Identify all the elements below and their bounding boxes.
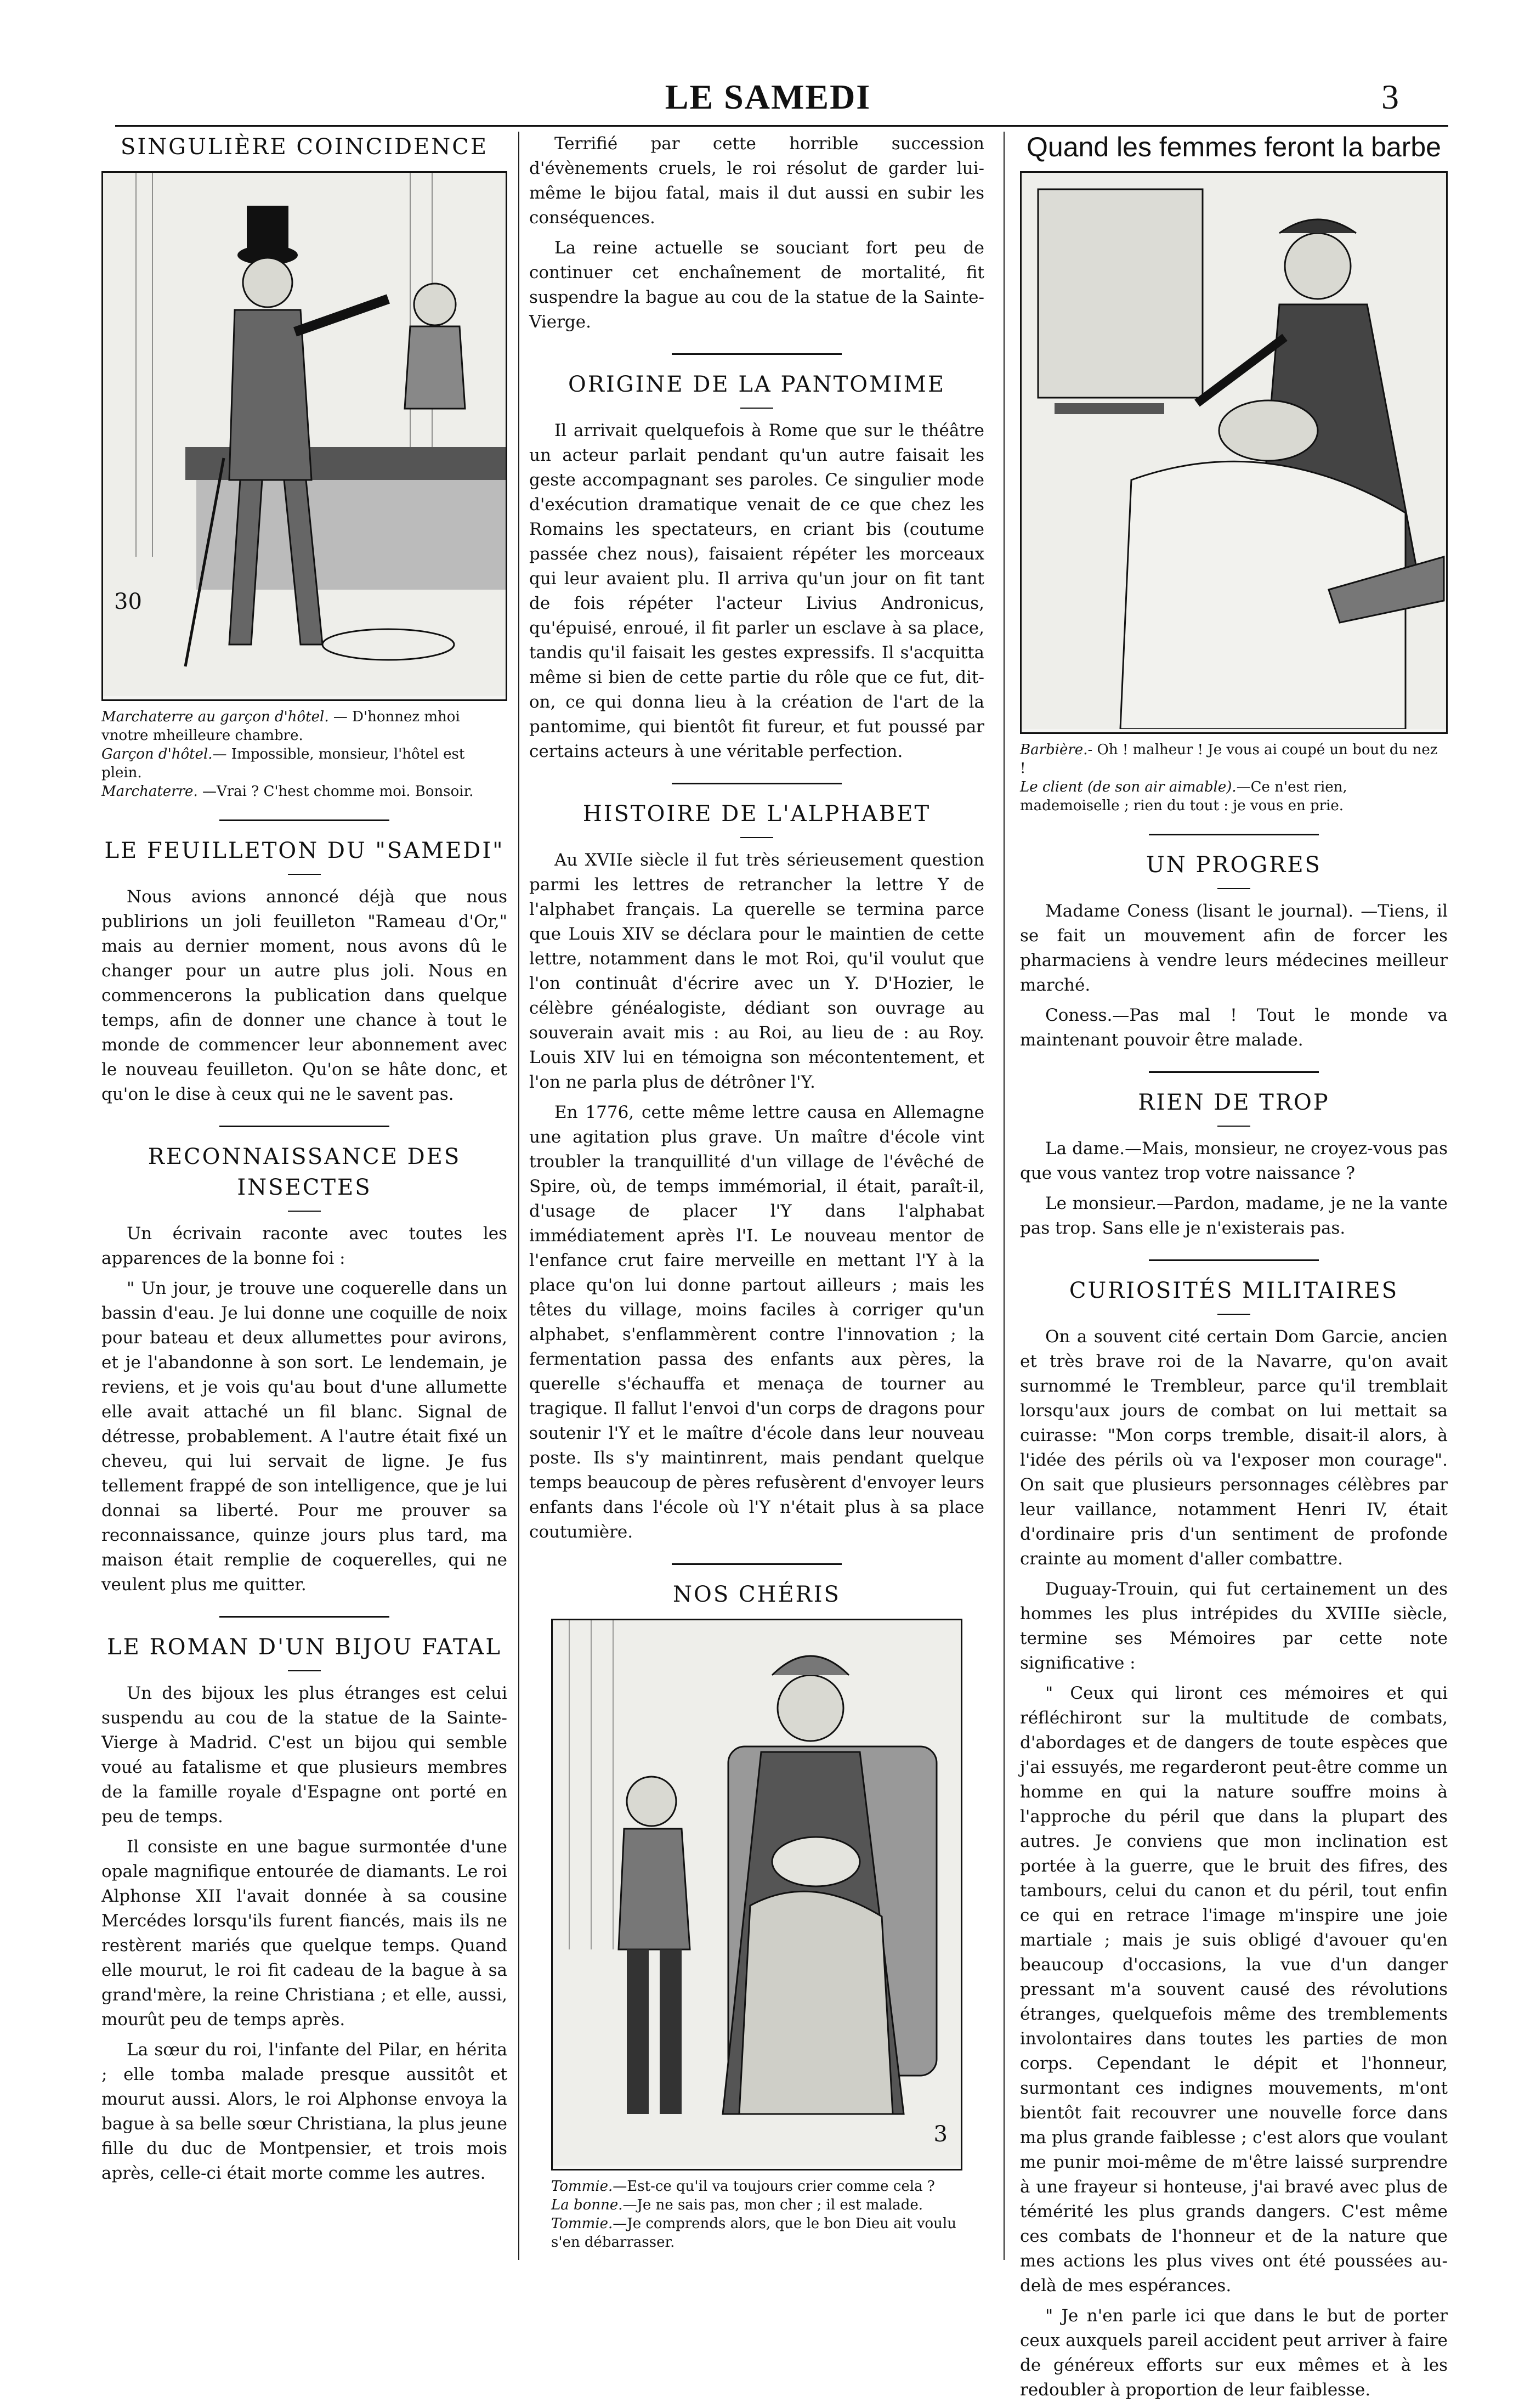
masthead-rule xyxy=(115,125,1448,127)
illustration-barber-scene xyxy=(1020,171,1448,734)
caption-line xyxy=(1020,778,1448,815)
caption-text: - Oh ! malheur ! Je vous ai coupé un bout du nez ! xyxy=(1020,742,1438,777)
article-paragraph: En 1776, cette même lettre causa en Allemagne une agitation plus grave. Un maître d'école vint troubler la tranquillité d'un village de l'évêché de Spire, où, de temps immémorial, il était, paraît-il, d'usage de placer l'Y dans l'alphabat immédiatement après l'I. Le nouveau mentor de l'enfance crut faire merveille en mettant l'Y à la place qu'on lui donne partout ailleurs ; mais les têtes du village, moins faciles à corriger qu'un alphabet, s'enflammèrent contre l'innovation ; la fermentation passa des enfants aux pères, la querelle s'échauffa et menaça de tourner au tragique. Il fallut l'envoi d'un corps de dragons pour soutenir l'Y et le maître d'école dans leur nouveau poste. Ils s'y maintinrent, mais pendant quelque temps beaucoup de pères refusèrent d'envoyer leurs enfants dans l'école où l'Y n'était plus à sa place coutumière. xyxy=(529,1103,984,1542)
article-title: LE FEUILLETON DU "SAMEDI" xyxy=(104,838,505,863)
illustration-caption xyxy=(101,708,507,801)
article-curiosites-militaires xyxy=(1020,1275,1448,2403)
article-title: Quand les femmes feront la barbe xyxy=(1027,132,1441,162)
article-paragraph: " Ceux qui liront ces mémoires et qui réfléchiront sur la multitude de combats, d'abordages et de dangers de toute espèces que j'ai essuyés, me regarderont peut-être comme un homme en qui la nature souffre moins à l'approche du péril que dans la plupart des autres. Je conviens que mon inclination est portée à la guerre, que le bruit des fifres, des tambours, celui du canon et du péril, tout enfin ce qui en retrace l'image m'inspire une joie martiale ; mais je suis obligé d'avouer qu'en beaucoup d'occasions, la vue d'un danger pressant m'a souvent causé des révolutions étranges, quelquefois même des tremblements involontaires dans toutes les parties de mon corps. Cependant le dépit et l'honneur, surmontant ces indignes mouvements, m'ont bientôt fait recouvrer une nouvelle force dans ma plus grande faiblesse ; c'est alors que voulant me punir moi-même de m'être laissé surprendre à une frayeur si honteuse, j'ai bravé avec plus de témérité les plus grands dangers. C'est même ces combats de l'honneur et de la nature que mes actions les plus vives ont été poussées au-delà de mes espérances. xyxy=(1020,1683,1448,2296)
article-rien-de-trop xyxy=(1020,1087,1448,1241)
newspaper-title: LE SAMEDI xyxy=(665,77,871,116)
article-paragraph: Au XVIIe siècle il fut très sérieusement question parmi les lettres de retrancher la lettre Y de l'alphabet français. La querelle se termina parce que Louis XIV se déclara pour le maintien de cette lettre, notamment dans le mot Roi, qu'il voulut que l'on continuât d'écrire avec un Y. D'Hozier, le célèbre généalogiste, dédiant son ouvrage au souverain avait mis : au Roi, au lieu de : au Roy. Louis XIV lui en témoigna son mécontentement, et l'on ne parla plus de détrôner l'Y. xyxy=(529,850,984,1092)
illustration-caption xyxy=(1020,741,1448,815)
title-rule xyxy=(1217,888,1250,889)
article-paragraph: Nous avions annoncé déjà que nous publirions un joli feuilleton "Rameau d'Or," mais au dernier moment, nous avons dû le changer pour un autre plus joli. Nous en commencerons la publication dans quelque temps, afin de donner une chance à tout le monde de commencer leur abonnement avec le nouveau feuilleton. Qu'on se hâte donc, et qu'on le dise à ceux qui ne le savent pas. xyxy=(101,887,507,1104)
article-paragraph: Terrifié par cette horrible succession d'évènements cruels, le roi résolut de garder lui-même le bijou fatal, mais il dut aussi en subir les conséquences. xyxy=(529,134,984,228)
article-nos-cheris xyxy=(529,1579,984,2252)
caption-speaker: La bonne. xyxy=(551,2197,623,2213)
caption-text: — D'honnez mhoi vnotre mheilleure chambre. xyxy=(101,709,460,744)
article-title: ORIGINE DE LA PANTOMIME xyxy=(568,372,946,397)
caption-speaker: Marchaterre au garçon d'hôtel. xyxy=(101,709,329,725)
article-feuilleton xyxy=(101,835,507,1107)
title-rule xyxy=(288,1211,321,1212)
section-separator xyxy=(219,1616,389,1618)
article-paragraph: La sœur du roi, l'infante del Pilar, en hérita ; elle tomba malade presque aussitôt et mourut aussi. Alors, le roi Alphonse envoya la bague à sa belle sœur Christiana, la plus jeune fille du duc de Montpensier, et trois mois après, celle-ci était morte comme les autres. xyxy=(101,2040,507,2183)
caption-text: —Ce n'est rien, mademoiselle ; rien du tout : je vous en prie. xyxy=(1020,779,1347,814)
title-rule xyxy=(740,408,773,409)
artist-signature: 30 xyxy=(114,589,142,614)
article-paragraph: Le monsieur.—Pardon, madame, je ne la vante pas trop. Sans elle je n'existerais pas. xyxy=(1020,1194,1448,1238)
caption-speaker: Tommie. xyxy=(551,2178,613,2195)
masthead xyxy=(0,77,1536,126)
column-divider xyxy=(1004,132,1005,2260)
section-separator xyxy=(1149,1259,1319,1261)
illustration-nurse-and-boy xyxy=(551,1619,962,2170)
section-separator xyxy=(219,819,389,821)
article-paragraph: La dame.—Mais, monsieur, ne croyez-vous pas que vous vantez trop votre naissance ? xyxy=(1020,1139,1448,1183)
section-separator xyxy=(672,353,842,355)
article-paragraph: " Je n'en parle ici que dans le but de porter ceux auxquels pareil accident peut arriver à faire de généreux efforts sur eux mêmes et à les redoubler à proportion de leur faiblesse. xyxy=(1020,2306,1448,2400)
section-separator xyxy=(672,1563,842,1565)
article-paragraph: Duguay-Trouin, qui fut certainement un des hommes les plus intrépides du XVIIIe siècle, termine ses Mémoires par cette note significative : xyxy=(1020,1579,1448,1673)
article-paragraph: Il consiste en une bague surmontée d'une opale magnifique entourée de diamants. Le roi Alphonse XII l'avait donnée à sa cousine Mercédes lorsqu'ils furent fiancés, mais ils ne restèrent mariés que quelque temps. Quand elle mourut, le roi fit cadeau de la bague à sa grand'mère, la reine Christiana ; et elle, aussi, mourût peu de temps après. xyxy=(101,1837,507,2030)
article-paragraph: " Un jour, je trouve une coquerelle dans un bassin d'eau. Je lui donne une coquille de noix pour bateau et deux allumettes pour avirons, et je l'abandonne à son sort. Le lendemain, je reviens, et je vois qu'au bout d'une allumette elle avait attaché un fil blanc. Signal de détresse, probablement. A l'autre était fixé un cheveu, qui lui servait de ligne. Je fus tellement frappé de son intelligence, que je lui donnai sa liberté. Pour me prouver sa reconnaissance, quinze jours plus tard, ma maison était remplie de coquerelles, qui ne veulent plus me quitter. xyxy=(101,1279,507,1595)
caption-line xyxy=(101,782,507,801)
section-separator xyxy=(219,1126,389,1127)
article-alphabet xyxy=(529,799,984,1545)
page-number: 3 xyxy=(1381,77,1399,116)
title-rule xyxy=(288,874,321,875)
title-rule xyxy=(1217,1126,1250,1127)
caption-speaker: Marchaterre. xyxy=(101,783,198,800)
column-3 xyxy=(1020,132,1448,2408)
title-rule xyxy=(1217,1314,1250,1315)
article-paragraph: Un des bijoux les plus étranges est celui suspendu au cou de la statue de la Sainte-Vierge à Madrid. C'est un bijou qui semble voué au fatalisme et que plusieurs membres de la famille royale d'Espagne ont porté en peu de temps. xyxy=(101,1683,507,1827)
caption-text: —Est-ce qu'il va toujours crier comme cela ? xyxy=(613,2178,935,2195)
caption-text: —Vrai ? C'hest chomme moi. Bonsoir. xyxy=(202,783,474,800)
column-1 xyxy=(101,132,507,2191)
caption-line xyxy=(1020,741,1448,778)
caption-speaker: Garçon d'hôtel. xyxy=(101,746,213,762)
article-paragraph: Un écrivain raconte avec toutes les apparences de la bonne foi : xyxy=(101,1224,507,1268)
article-singuliere-coincidence xyxy=(101,132,507,801)
caption-line xyxy=(551,2196,962,2214)
section-separator xyxy=(672,783,842,784)
caption-line xyxy=(551,2177,962,2196)
article-bijou-fatal xyxy=(101,1632,507,2186)
caption-text: —Je ne sais pas, mon cher ; il est malade. xyxy=(622,2197,923,2213)
column-divider xyxy=(518,132,519,2260)
article-un-progres xyxy=(1020,850,1448,1053)
article-title: UN PROGRES xyxy=(1146,852,1322,878)
caption-text: —Je comprends alors, que le bon Dieu ait voulu s'en débarrasser. xyxy=(551,2215,956,2251)
illustration-caption xyxy=(551,2177,962,2252)
article-femmes-barbe xyxy=(1020,132,1448,815)
column-2 xyxy=(529,132,984,2252)
caption-line xyxy=(551,2214,962,2252)
article-pantomime xyxy=(529,369,984,764)
article-title: RIEN DE TROP xyxy=(1138,1090,1330,1115)
article-title: RECONNAISSANCE DES INSECTES xyxy=(148,1144,461,1200)
caption-speaker: Le client (de son air aimable). xyxy=(1020,779,1237,795)
title-rule xyxy=(288,1670,321,1671)
article-title: NOS CHÉRIS xyxy=(673,1582,841,1607)
article-title: SINGULIÈRE COINCIDENCE xyxy=(120,134,489,160)
caption-line xyxy=(101,745,507,782)
article-paragraph: On a souvent cité certain Dom Garcie, ancien et très brave roi de la Navarre, qu'on avait surnommé le Trembleur, parce qu'il tremblait lorsqu'aux jours de combat on lui mettait sa cuirasse: "Mon corps tremble, disait-il alors, à l'idée des périls où va l'exposer mon courage". On sait que plusieurs personnages célèbres par leur vaillance, notamment Henri IV, était d'ordinaire pris d'un sentiment de profonde crainte au moment d'aller combattre. xyxy=(1020,1327,1448,1569)
article-title: CURIOSITÉS MILITAIRES xyxy=(1069,1278,1399,1303)
article-paragraph: Il arrivait quelquefois à Rome que sur le théâtre un acteur parlait pendant qu'un autre faisait les geste accompagnant ses paroles. Ce singulier mode d'exécution dramatique venait de ce que chez les Romains les spectateurs, en criant bis (coutume passée chez nous), faisaient répéter les morceaux qui leur avaient plu. Il arriva qu'un jour on fit tant de fois répéter l'acteur Livius Andronicus, qu'épuisé, enroué, il fit parler un esclave à sa place, tandis qu'il faisait les gestes expressifs. Il s'acquitta même si bien de cette partie du rôle que ce fut, dit-on, ce qui donna lieu à la création de l'art de la pantomime, qui bientôt fit fureur, et fut poussé par certains acteurs à une véritable perfection. xyxy=(529,421,984,761)
article-bijou-fatal-continued xyxy=(529,132,984,335)
title-rule xyxy=(740,837,773,838)
article-title: HISTOIRE DE L'ALPHABET xyxy=(582,801,931,827)
section-separator xyxy=(1149,834,1319,835)
artist-signature: 3 xyxy=(933,2122,948,2147)
section-separator xyxy=(1149,1071,1319,1073)
article-paragraph: La reine actuelle se souciant fort peu de continuer cet enchaînement de mortalité, fit suspendre la bague au cou de la statue de la Sainte-Vierge. xyxy=(529,238,984,332)
caption-line xyxy=(101,708,507,745)
caption-text: — Impossible, monsieur, l'hôtel est plein. xyxy=(101,746,465,781)
article-paragraph: Madame Coness (lisant le journal). —Tiens, il se fait un mouvement afin de forcer les pharmaciens à vendre leurs médecines meilleur marché. xyxy=(1020,901,1448,995)
article-reconnaissance-insectes xyxy=(101,1141,507,1597)
illustration-hotel-scene xyxy=(101,171,507,701)
article-paragraph: Coness.—Pas mal ! Tout le monde va maintenant pouvoir être malade. xyxy=(1020,1005,1448,1050)
caption-speaker: Barbière. xyxy=(1020,742,1088,758)
article-title: LE ROMAN D'UN BIJOU FATAL xyxy=(107,1635,502,1660)
caption-speaker: Tommie. xyxy=(551,2215,613,2232)
